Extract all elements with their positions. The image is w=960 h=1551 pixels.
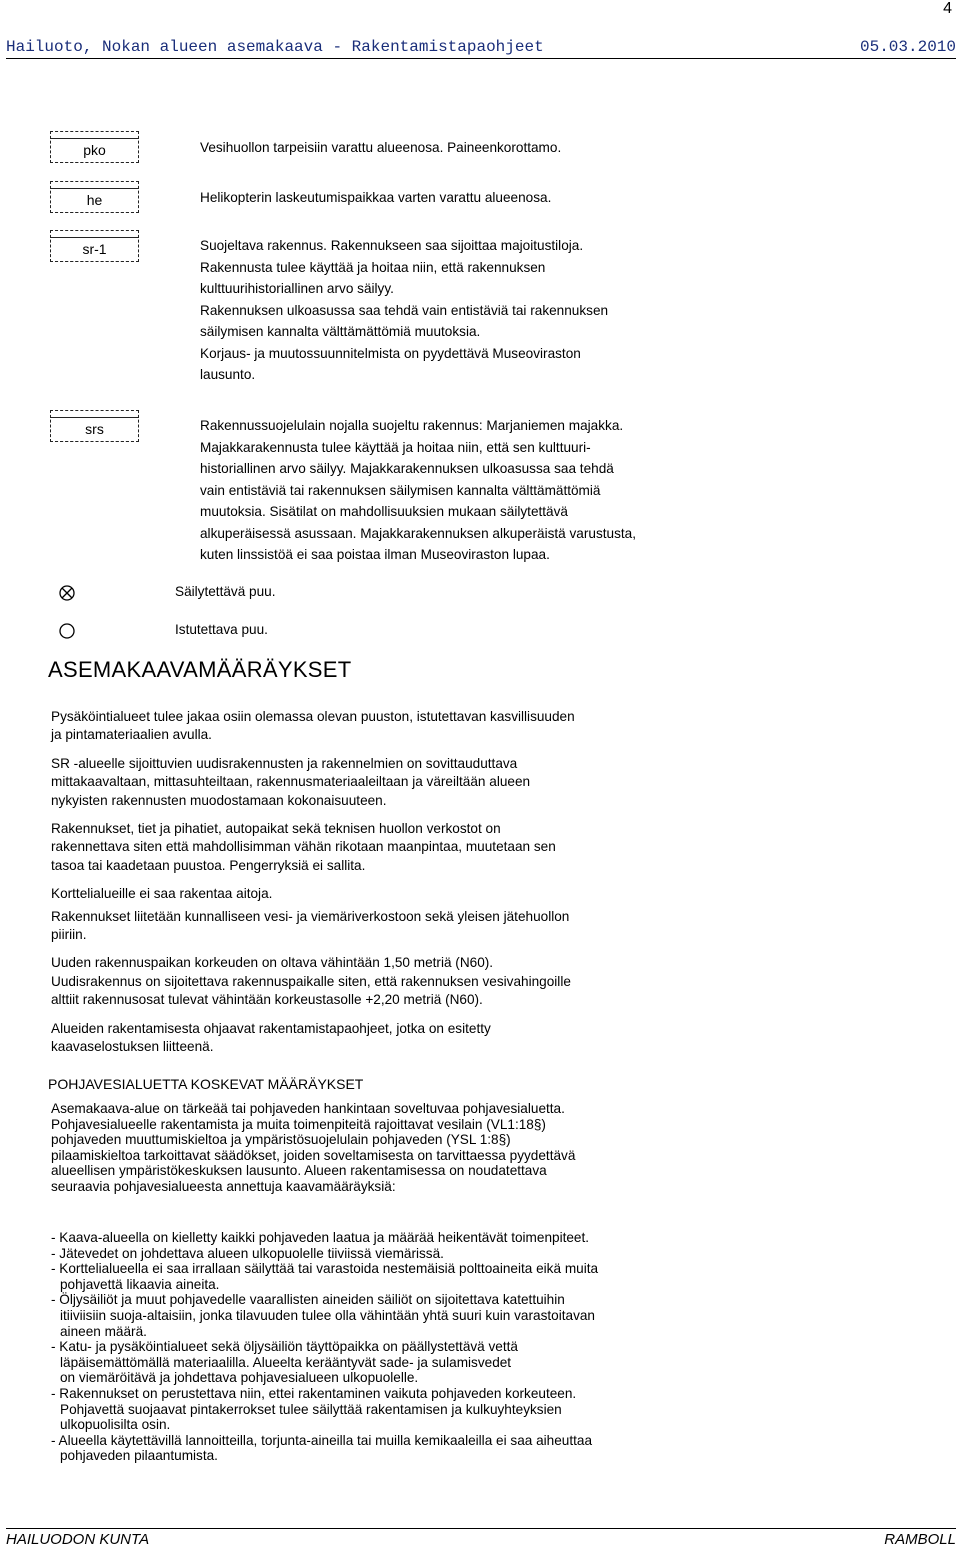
list-item: - Rakennukset on perustettava niin, ettei rakentaminen vaikuta pohjaveden korkeuteen. Pohjavettä suojaavat pintakerrokset tulee säilyttää rakentamisen ja kulkuyhteyksien ulkopuolisilta osin.	[51, 1385, 577, 1433]
list-item: - Kaava-alueella on kielletty kaikki pohjaveden laatua ja määrää heikentävät toimenpiteet.	[51, 1230, 590, 1245]
paragraph: Rakennukset, tiet ja pihatiet, autopaikat sekä teknisen huollon verkostot on rakennettava siten että mahdollisimman vähän rikotaan maanpintaa, muutetaan sen tasoa tai kaadetaan puustoa. Pengerryksiä ei sallita.	[51, 821, 556, 873]
legend-desc-srs: Rakennussuojelulain nojalla suojeltu rakennus: Marjaniemen majakka. Majakkarakennusta tulee käyttää ja hoitaa niin, että sen kulttuuri- historiallinen arvo säilyy. Majakkarakennuksen ulkoasussa saa tehdä vain entistäviä tai rakennuksen säilymisen kannalta välttämättömiä muutoksia. Sisätilat on mahdollisuuksien mukaan säilytettävä alkuperäisessä asussaan. Majakkarakennuksen alkuperäistä varustusta, kuten linssistöä ei saa poistaa ilman Museoviraston lupaa.	[200, 418, 636, 562]
regulations-paragraphs	[51, 708, 671, 1067]
planted-tree-label: Istutettava puu.	[175, 622, 268, 637]
section-heading-asemakaavamaaraykset: ASEMAKAAVAMÄÄRÄYKSET	[48, 657, 352, 682]
list-item: - Korttelialueella ei saa irrallaan säilyttää tai varastoida nestemäisiä polttoaineita eikä muita pohjavettä likaavia aineita.	[51, 1261, 599, 1292]
paragraph: Korttelialueille ei saa rakentaa aitoja.	[51, 886, 273, 902]
list-item: - Alueella käytettävillä lannoitteilla, torjunta-aineilla tai muilla kemikaaleilla ei saa aiheuttaa pohjaveden pilaantumista.	[51, 1432, 593, 1464]
list-item: - Öljysäiliöt ja muut pohjavedelle vaarallisten aineiden säiliöt on sijoitettava katettuihin itiiviisiin suoja-altaisiin, jonka tilavuuden tulee olla vähintään yhtä suuri kuin varastoitavan aineen määrä.	[51, 1292, 595, 1339]
paragraph: SR -alueelle sijoittuvien uudisrakennusten ja rakennelmien on sovittauduttava mittakaavaltaan, mittasuhteiltaan, rakennusmateriaaleiltaan ja väreiltään alueen nykyisten rakennusten muodostamaan kokonaisuuteen.	[51, 755, 531, 808]
legend-desc-he: Helikopterin laskeutumispaikkaa varten varattu alueenosa.	[200, 190, 552, 205]
legend-code-srs: srs	[50, 410, 139, 442]
paragraph: Alueiden rakentamisesta ohjaavat rakentamistapaohjeet, jotka on esitetty kaavaselostuksen liitteenä.	[51, 1020, 491, 1055]
legend-desc-sr-1: Suojeltava rakennus. Rakennukseen saa sijoittaa majoitustiloja. Rakennusta tulee käyttää ja hoitaa niin, että rakennuksen kulttuurihistoriallinen arvo säilyy. Rakennuksen ulkoasussa saa tehdä vain entistäviä tai rakennuksen säilymisen kannalta välttämättömiä muutoksia. Korjaus- ja muutossuunnitelmista on pyydettävä Museoviraston lausunto.	[200, 238, 609, 382]
legend-code-he: he	[50, 181, 139, 213]
page-footer	[6, 1528, 956, 1551]
planted-tree-icon	[59, 623, 75, 639]
preserved-tree-icon	[59, 585, 75, 601]
document-title: Hailuoto, Nokan alueen asemakaava - Rakentamistapaohjeet	[6, 38, 544, 56]
preserved-tree-label: Säilytettävä puu.	[175, 584, 276, 599]
paragraph: Rakennukset liitetään kunnalliseen vesi- ja viemäriverkostoon sekä yleisen jätehuollon piiriin.	[51, 908, 570, 943]
paragraph: Pysäköintialueet tulee jakaa osiin olemassa olevan puuston, istutettavan kasvillisuuden ja pintamateriaalien avulla.	[51, 709, 575, 743]
list-item: - Katu- ja pysäköintialueet sekä öljysäiliön täyttöpaikka on päällystettävä vettä läpäisemättömällä materiaalilla. Alueelta kerääntyvät sade- ja sulamisvedet on viemäröitävä ja johdettava pohjavesialueen ulkopuolelle.	[51, 1339, 518, 1386]
footer-company: RAMBOLL	[884, 1531, 956, 1548]
groundwater-intro: Asemakaava-alue on tärkeää tai pohjaveden hankintaan soveltuvaa pohjavesialuetta. Pohjavesialueelle rakentamista ja muita toimenpiteitä rajoittavat vesilain (VL1:18§) pohjaveden muuttumiskieltoa ja ympäristösuojelulain pohjaveden (YSL 1:8§) pilaamiskieltoa tarkoittavat säädökset, joiden soveltamisesta on tarvittaessa pyydettävä alueellisen ympäristökeskuksen lausunto. Alueen rakentamisessa on noudatettava seuraavia pohjavesialueesta annettuja kaavamääräyksiä:	[51, 1101, 576, 1194]
legend-code-sr-1: sr-1	[50, 230, 139, 262]
legend-code-pko: pko	[50, 131, 139, 163]
footer-municipality: HAILUODON KUNTA	[6, 1531, 150, 1548]
list-item: - Jätevedet on johdettava alueen ulkopuolelle tiiviissä viemärissä.	[51, 1245, 444, 1261]
document-date: 05.03.2010	[859, 38, 956, 56]
page-number: 4	[943, 0, 952, 17]
groundwater-rules-list	[51, 1230, 691, 1464]
page-header	[6, 38, 956, 59]
legend-desc-pko: Vesihuollon tarpeisiin varattu alueenosa. Paineenkorottamo.	[200, 140, 562, 155]
paragraph: Uuden rakennuspaikan korkeuden on oltava vähintään 1,50 metriä (N60). Uudisrakennus on sijoitettava rakennuspaikalle siten, että rakennuksen vesivahingoille alttiit rakennusosat tulevat vähintään korkeustasolle +2,20 metriä (N60).	[51, 955, 571, 1008]
section-heading-pohjavesialue: POHJAVESIALUETTA KOSKEVAT MÄÄRÄYKSET	[48, 1076, 364, 1092]
